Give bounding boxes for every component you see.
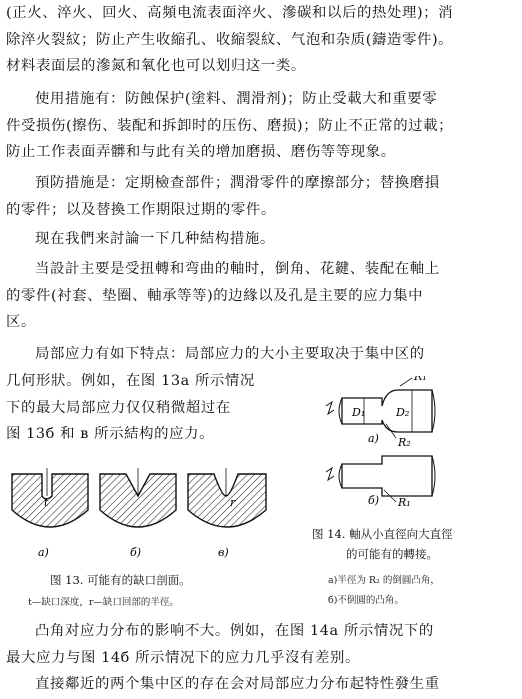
sublabel-b: б) xyxy=(130,546,142,559)
label-r1-top: R₁ xyxy=(414,376,427,383)
notch-profile-b xyxy=(100,468,176,527)
paragraph-stress-concentration xyxy=(6,256,512,336)
dim-label-r: r xyxy=(230,496,236,509)
text-line: (正火、淬火、回火、高頻电流表面淬火、滲碳和以后的热处理)；消 xyxy=(6,5,454,21)
text-line: 件受损伤(擦伤、装配和拆卸时的压伤、磨损)；防止不正常的过載； xyxy=(6,117,454,134)
figure-14-caption-line-1: 图 14. 軸从小直徑向大直徑 xyxy=(312,527,453,541)
text-line: 除淬火裂紋；防止产生收縮孔、收縮裂紋、气泡和杂质(鑄造零件)。 xyxy=(6,31,454,48)
figure-14-note-a: а)半徑为 R₂ 的倒圓凸角， xyxy=(328,575,440,586)
paragraph-structural-measures xyxy=(6,226,512,253)
text-line: 现在我們来討論一下几种結构措施。 xyxy=(35,231,275,247)
notch-profile-a xyxy=(12,468,88,527)
text-line: 凸角对应力分布的影响不大。例如，在图 14а 所示情况下的 xyxy=(35,623,434,639)
shaft-transition-drawing xyxy=(312,376,512,506)
text-line: 下的最大局部应力仅仅稍微超过在 xyxy=(6,399,231,416)
figure-13-caption: 图 13. 可能有的缺口剖面。 xyxy=(50,573,191,587)
text-line: 的零件(衬套、垫圈、軸承等等)的边緣以及孔是主要的应力集中 xyxy=(6,287,424,304)
text-line: 使用措施有：防蝕保护(塗料、潤滑剂)；防止受載大和重要零 xyxy=(35,91,438,107)
figure-14-note-b: б)不倒圓的凸角。 xyxy=(328,595,404,606)
figure-14-caption-line-2: 的可能有的轉接。 xyxy=(346,547,438,561)
label-r2: R₂ xyxy=(398,436,411,449)
paragraph-local-stress xyxy=(6,341,512,368)
text-line: 区。 xyxy=(6,314,36,330)
figure-13-note: t—缺口深度，r—缺口回部的半徑。 xyxy=(28,597,179,608)
notch-profile-c xyxy=(188,468,266,527)
figure-13 xyxy=(8,466,270,621)
paragraph-heat-treatment xyxy=(6,0,512,80)
label-d1: D₁ xyxy=(352,406,366,419)
paragraph-preventive-measures xyxy=(6,170,512,223)
text-line: 局部应力有如下特点：局部应力的大小主要取决于集中区的 xyxy=(35,346,425,362)
figure-14 xyxy=(312,376,512,611)
text-line: 几何形狀。例如，在图 13а 所示情况 xyxy=(6,373,255,389)
text-line: 直接鄰近的两个集中区的存在会对局部应力分布起特性發生重 xyxy=(35,676,440,692)
sublabel-a: а) xyxy=(368,432,379,445)
label-d2: D₂ xyxy=(396,406,410,419)
label-r1-bottom: R₁ xyxy=(398,496,411,506)
shaft-transition-b xyxy=(326,456,435,502)
paragraph-usage-measures xyxy=(6,86,512,166)
text-line: 最大应力与图 14б 所示情况下的应力几乎沒有差别。 xyxy=(6,649,360,666)
notch-profiles-drawing xyxy=(8,466,270,561)
text-line: 預防措施是：定期檢查部件；潤滑零件的摩擦部分；替換磨損 xyxy=(35,175,440,191)
paragraph-local-stress-wrap xyxy=(6,368,268,448)
text-line: 防止工作表面弄髒和与此有关的增加磨损、磨伤等等现象。 xyxy=(6,144,396,160)
text-line: 当設計主要是受扭轉和弯曲的軸时，倒角、花鍵、装配在軸上 xyxy=(35,261,440,277)
dim-label-t: t xyxy=(44,496,49,509)
text-line: 材料表面层的滲氮和氧化也可以划归这一类。 xyxy=(6,58,306,74)
text-line: 图 13б 和 в 所示結构的应力。 xyxy=(6,426,215,442)
shaft-transition-a xyxy=(326,378,435,438)
paragraph-fillet-effect xyxy=(6,618,512,698)
sublabel-b: б) xyxy=(368,494,380,506)
sublabel-c: в) xyxy=(218,546,229,559)
text-line: 的零件；以及替換工作期限过期的零件。 xyxy=(6,201,276,218)
sublabel-a: а) xyxy=(38,546,49,559)
